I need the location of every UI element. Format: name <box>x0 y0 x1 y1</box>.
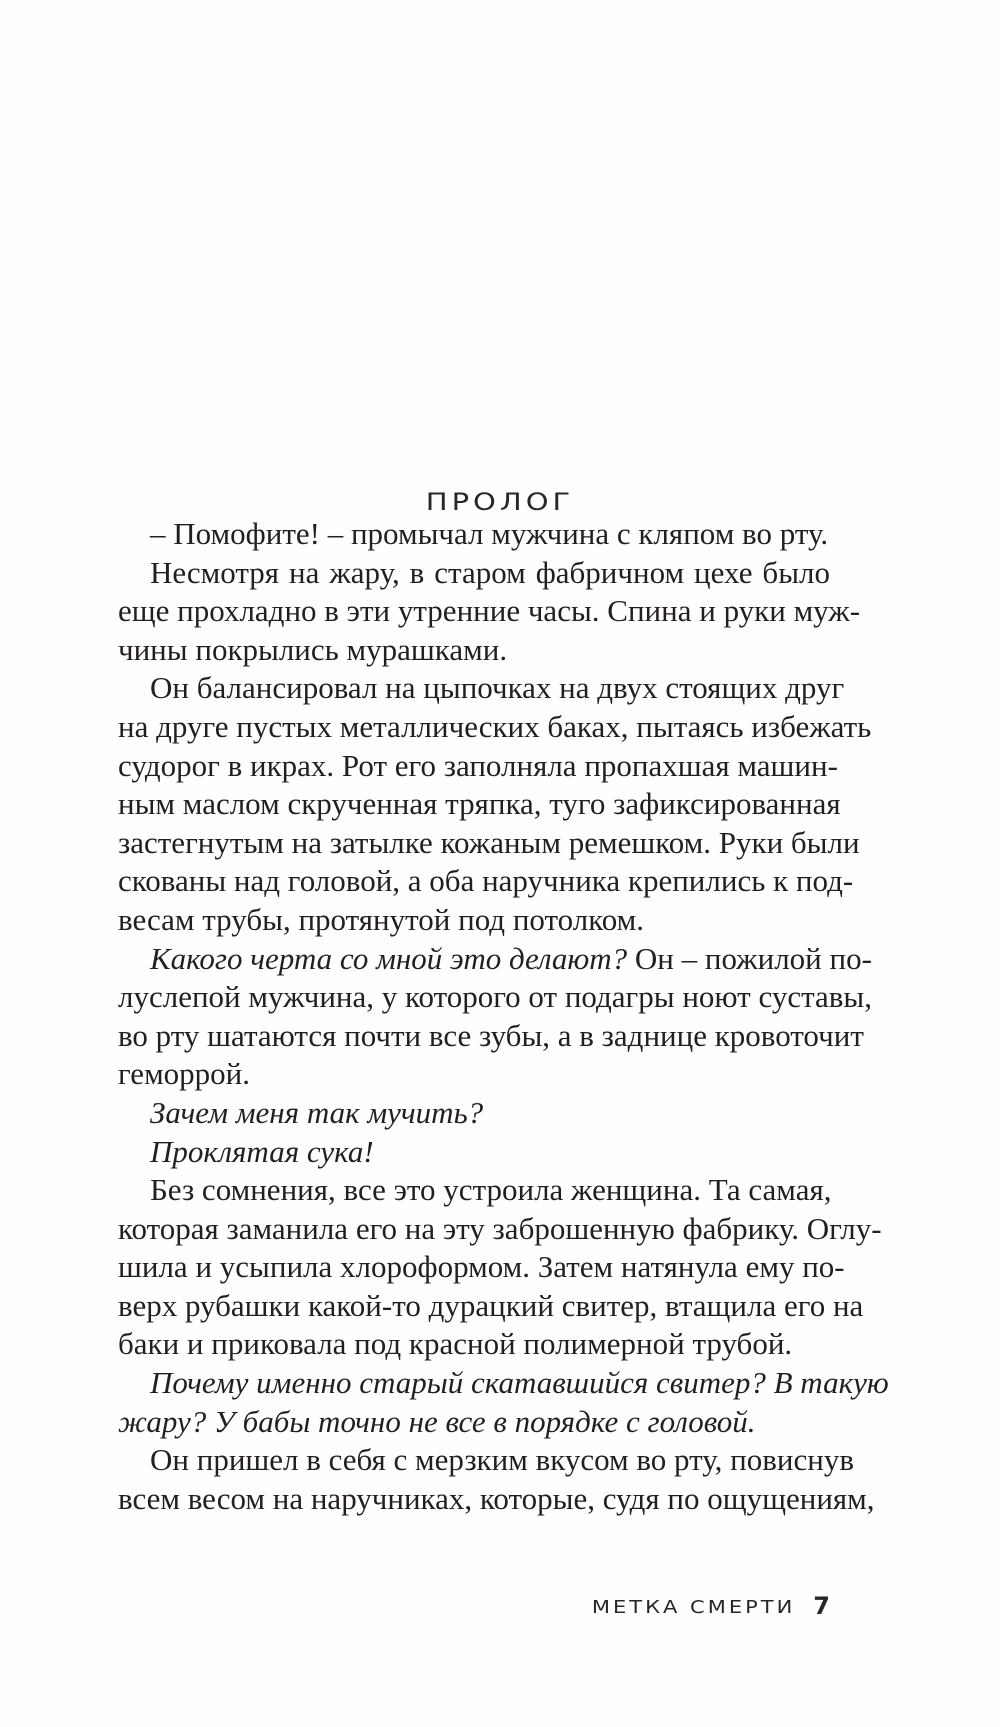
text-line <box>118 901 830 940</box>
line-text: скованы над головой, а оба наручника крепились к под- <box>118 863 854 899</box>
text-line <box>118 862 854 901</box>
text-line <box>118 1325 830 1364</box>
italic-thought: Зачем меня так мучить? <box>150 1094 484 1130</box>
page-number: 7 <box>813 1592 830 1620</box>
text-line <box>118 592 861 631</box>
running-head: МЕТКА СМЕРТИ <box>591 1596 796 1618</box>
italic-thought: Почему именно старый скатавшийся свитер? В такую <box>150 1365 889 1401</box>
body-text <box>118 515 889 1518</box>
text-line <box>118 1287 864 1326</box>
line-text: на друге пустых металлических баках, пытаясь избежать <box>118 708 872 744</box>
line-text: Он – пожилой по- <box>627 940 872 976</box>
line-text: всем весом на наручниках, которые, судя по ощущениям, <box>118 1480 875 1516</box>
line-text: шила и усыпила хлороформом. Затем натянула ему по- <box>118 1249 845 1285</box>
text-line <box>118 1441 854 1480</box>
text-line <box>118 824 860 863</box>
line-text: верх рубашки какой-то дурацкий свитер, втащила его на <box>118 1287 864 1323</box>
text-line <box>118 1210 882 1249</box>
text-line <box>118 708 872 747</box>
text-line <box>118 1171 830 1210</box>
text-line <box>118 1094 830 1133</box>
line-text: – Помофите! – промычал мужчина с кляпом во рту. <box>150 516 829 551</box>
line-text: еще прохладно в эти утренние часы. Спина и руки муж- <box>118 593 861 629</box>
text-line <box>118 1403 830 1442</box>
line-text: во рту шатаются почти все зубы, а в заднице кровоточит <box>118 1017 864 1053</box>
text-line <box>118 1364 889 1403</box>
text-line <box>118 669 845 708</box>
line-text: баки и приковала под красной полимерной трубой. <box>118 1326 793 1362</box>
line-text: Без сомнения, все это устроила женщина. Та самая, <box>150 1172 832 1208</box>
text-line <box>118 785 841 824</box>
text-line <box>118 1480 875 1519</box>
text-line <box>118 631 830 670</box>
line-text: весам трубы, протянутой под потолком. <box>118 901 644 937</box>
line-text: геморрой. <box>118 1056 251 1092</box>
text-line <box>118 554 830 593</box>
line-text: Он пришел в себя с мерзким вкусом во рту, повиснув <box>150 1442 854 1478</box>
line-text: чины покрылись мурашками. <box>118 631 508 667</box>
text-line <box>118 1133 830 1172</box>
text-line <box>118 515 830 554</box>
text-line <box>118 1248 845 1287</box>
italic-thought: Проклятая сука! <box>150 1133 374 1169</box>
page-footer <box>592 1592 830 1620</box>
text-line <box>118 1017 864 1056</box>
line-text: которая заманила его на эту заброшенную фабрику. Оглу- <box>118 1210 882 1246</box>
text-line <box>118 940 872 979</box>
line-text: ным маслом скрученная тряпка, туго зафиксированная <box>118 786 841 822</box>
text-line <box>118 978 872 1017</box>
line-text: Несмотря на жару, в старом фабричном цехе было <box>150 554 830 590</box>
line-text: судорог в икрах. Рот его заполняла пропахшая машин- <box>118 747 838 783</box>
italic-thought: Какого черта со мной это делают? <box>150 940 628 976</box>
chapter-title: ПРОЛОГ <box>425 488 575 517</box>
text-line <box>118 1055 830 1094</box>
line-text: застегнутым на затылке кожаным ремешком. Руки были <box>118 824 860 860</box>
text-line <box>118 747 838 786</box>
line-text: Он балансировал на цыпочках на двух стоящих друг <box>150 670 845 706</box>
line-text: луслепой мужчина, у которого от подагры ноют суставы, <box>118 979 872 1015</box>
italic-thought: жару? У бабы точно не все в порядке с головой. <box>118 1403 756 1439</box>
